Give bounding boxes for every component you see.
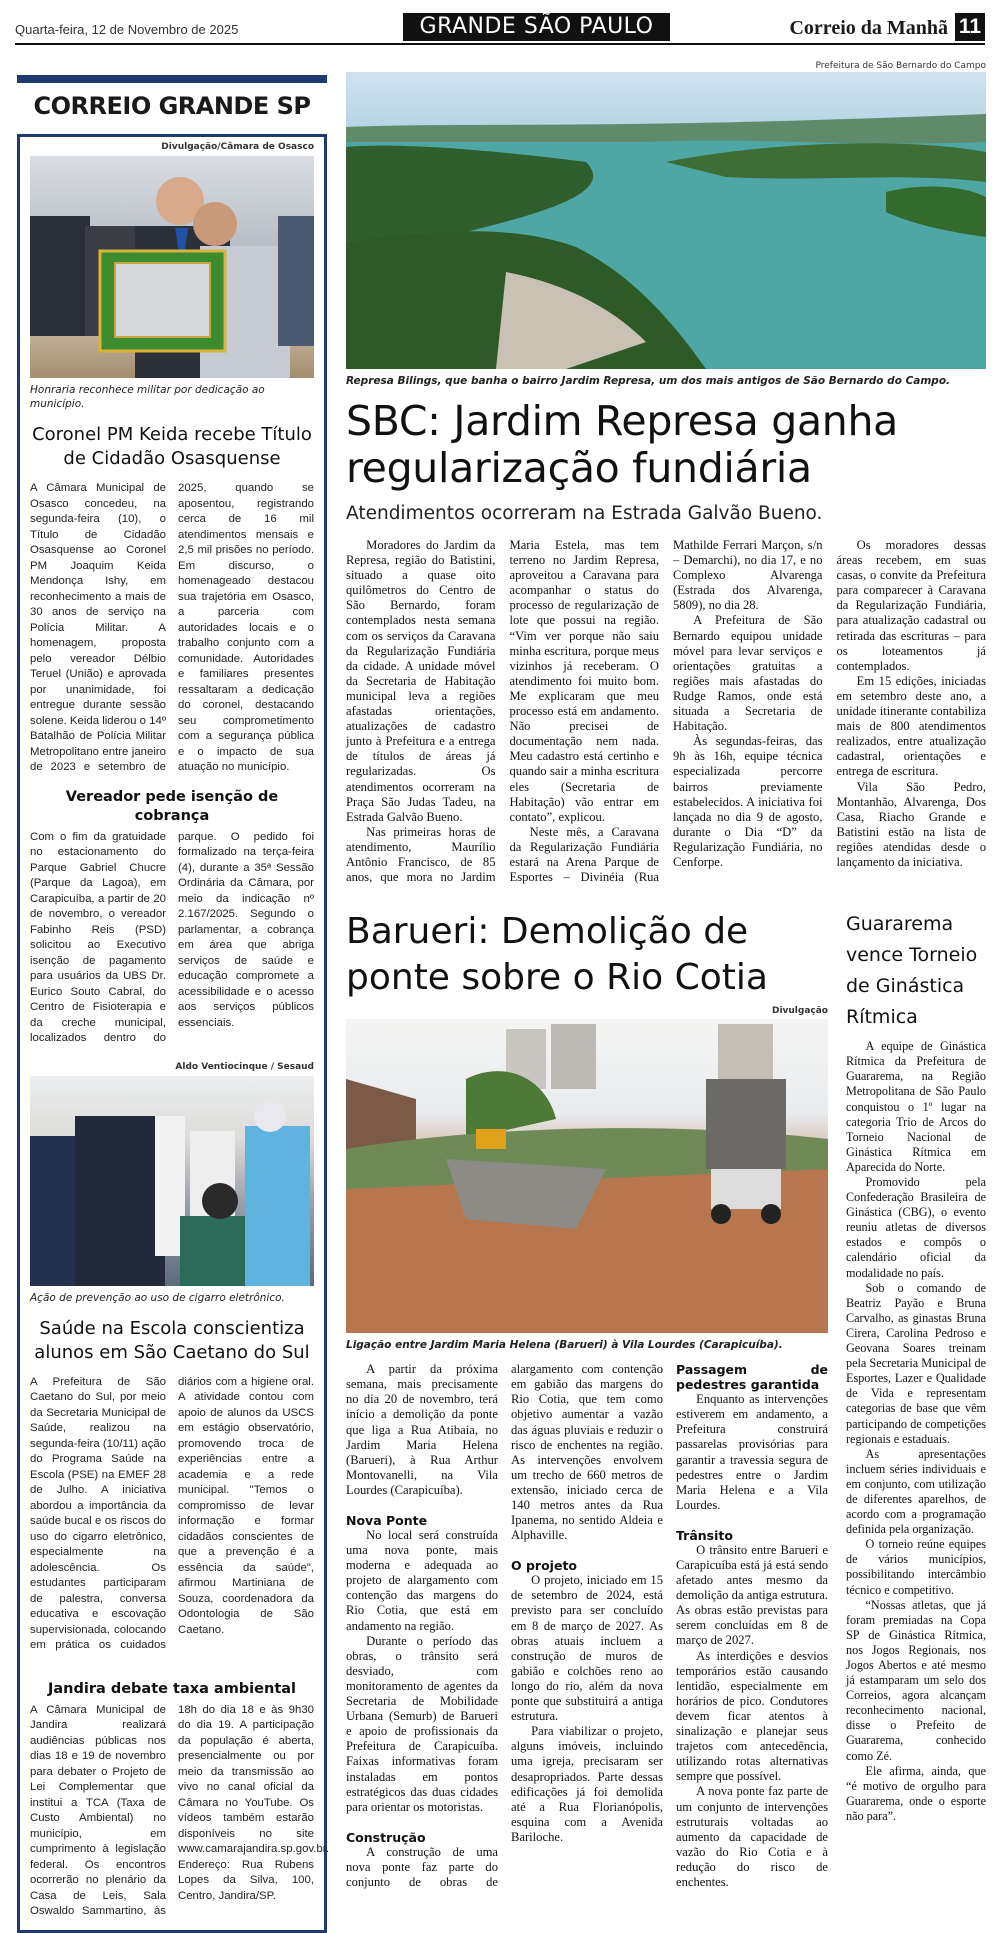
photo-credit: Prefeitura de São Bernardo do Campo [815,61,986,71]
paragraph: Sob o comando de Beatriz Payão e Bruna Carvalho, as ginastas Bruna Cirera, Carolina Pedroso e Geovana Soares treinam pela Secretaria Municipal de Esportes, Lazer e Qualidade de Vida e representam categorias de base que vêm participando de competições regionais e estaduais. [846,1280,986,1446]
photo-caption: Ação de prevenção ao uso de cigarro eletrônico. [30,1291,285,1304]
article-headline: Vereador pede isenção de cobrança [65,788,279,824]
barueri-article [346,909,828,1890]
photo-credit: Divulgação/Câmara de Osasco [161,142,314,152]
photo-caption: Honraria reconhece militar por dedicação ao município. [30,384,265,410]
lower-articles [346,909,986,1890]
main-area [346,60,986,1890]
section-subheading: Construção [346,1829,426,1845]
guararema-article [846,909,986,1890]
paragraph: No local será construída uma nova ponte, mais moderna e adequada ao projeto de alargamento com contenção das margens do Rio Cotia, que está em andamento na região. [346,1528,498,1633]
paragraph: Neste mês, a Caravana da Regularização Fundiária estará na Arena Parque de Esportes – Divinéia (Rua Mathilde Ferrari Marçon, s/n – Demarchi), no dia 17, e no Complexo Alvarenga (Estrada dos Alvarenga, 5809), no dia 28. [509,538,823,885]
barueri-article-body [346,1362,828,1890]
main-subheadline: Atendimentos ocorreram na Estrada Galvão Bueno. [346,503,823,524]
paragraph: O projeto, iniciado em 15 de setembro de 2024, está previsto para ser concluído em 8 de março de 2027. As obras atuais incluem a construção de muros de gabião e colchões reno ao longo do rio, além da nova ponte que substituirá a antiga estrutura. [511,1573,663,1724]
article-headline: Coronel PM Keida recebe Título de Cidadão Osasquense [32,424,312,469]
photo-keida-honor [30,156,314,378]
article-headline: Jandira debate taxa ambiental [47,1680,296,1697]
article-body [30,830,314,1047]
sidebar [17,75,330,1933]
paragraph: A construção de uma nova ponte faz parte do conjunto de obras de alargamento com contenção em gabião das margens do Rio Cotia, que tem como objetivo aumentar a vazão das águas pluviais e reduzir o risco de enchentes na região. As intervenções envolvem um trecho de 660 metros de extensão, iniciado cerca de 140 metros antes da Rua Ipanema, no sentido Aldeia e Alphaville. [346,1362,663,1889]
barueri-headline: Barueri: Demolição de ponte sobre o Rio Cotia [346,911,768,999]
paragraph: Para viabilizar o projeto, alguns imóveis, incluindo uma igreja, precisaram ser desapropriados. Parte dessas edificações já foi demolida até a Rua Florianópolis, esquina com a Avenida Bariloche. [511,1724,663,1844]
photo-ponte-rio-cotia-image [346,1019,828,1333]
paragraph: A nova ponte faz parte de um conjunto de intervenções estruturais voltadas ao aumento da capacidade de vazão do Rio Cotia e à redução do risco de enchentes. [676,1784,828,1889]
article-body [30,1703,330,1920]
paragraph: O torneio reúne equipes de vários municípios, possibilitando intercâmbio técnico e competitivo. [846,1537,986,1597]
paragraph: A partir da próxima semana, mais precisamente no dia 20 de novembro, terá início a demolição da ponte que liga a Rua Atibaia, no Jardim Maria Helena (Barueri), à Rua Arthur Montovanelli, na Vila Lourdes (Carapicuíba). [346,1362,498,1497]
photo-represa-billings [346,72,986,369]
photo-saude-escola-image [30,1076,314,1286]
paragraph: Promovido pela Confederação Brasileira de Ginástica (CBG), o evento reuniu atletas de diversos estados e compôs o calendário oficial da modalidade no país. [846,1175,986,1280]
photo-represa-billings-image [346,72,986,369]
header-divider [15,43,985,45]
paragraph: Os moradores dessas áreas recebem, em suas casas, o convite da Prefeitura para comparecer à Caravana da Regularização Fundiária, para atualização cadastral ou retirada das escrituras – para os loteamentos já contemplados. [836,538,986,673]
article-body [30,1375,314,1654]
paragraph: A equipe de Ginástica Rítmica da Prefeitura de Guararema, na Região Metropolitana de São Paulo conquistou o 1º lugar na categoria Trio de Arcos do Torneio Nacional de Ginástica Rítmica em Aparecida do Norte. [846,1039,986,1174]
article-headline: Saúde na Escola conscientiza alunos em São Caetano do Sul [34,1317,310,1363]
paragraph: O trânsito entre Barueri e Carapicuíba está já está sendo afetado antes mesmo da demolição da antiga estrutura. As obras estão previstas para serem concluídas em 8 de março de 2027. [676,1542,828,1648]
section-subheading: O projeto [511,1558,578,1574]
paragraph: A Câmara Municipal de Osasco concedeu, na segunda-feira (10), o Título de Cidadão Osasquense ao Coronel PM Joaquim Keida Mendonça Ishy, em reconhecimento a mais de 30 anos de serviço na Polícia Militar. A homenagem, proposta pelo vereador Délbio Teruel (União) e aprovada por unanimidade, foi entregue durante sessão solene. Keida liderou o 14º Batalhão de Polícia Militar Metropolitano entre janeiro de 2023 e setembro de 2025, quando se aposentou, registrando cerca de 16 mil atendimentos mensais e 2,5 mil prisões no período. Em discurso, o homenageado destacou sua trajetória em Osasco, a parceria com autoridades locais e o trabalho conjunto com a comunidade. Autoridades e familiares presentes ressaltaram a dedicação do coronel, destacando seu comprometimento com a segurança pública e o impacto de sua atuação no município. [30,482,314,773]
newspaper-logo: Correio da Manhã [789,17,948,39]
paragraph: Ele afirma, ainda, que “é motivo de orgulho para Guararema, onde o esporte não para”. [846,1763,986,1823]
page-number: 11 [955,13,985,41]
paragraph: A Câmara Municipal de Jandira realizará audiências públicas nos dias 18 e 19 de novembro para debater o Projeto de Lei Complementar que institui a TCA (Taxa de Custo Ambiental) no município, em cumprimento à legislação federal. Os encontros ocorrerão no plenário da Casa de Leis, Sala Oswaldo Sammartino, às 18h do dia 18 e às 9h30 do dia 19. A participação da população é aberta, presencialmente ou por meio da transmissão ao vivo no canal oficial da Câmara no YouTube. Os vídeos também estarão disponíveis no site www.camarajandira.sp.gov.br. Endereço: Rua Rubens Lopes da Silva, 100, Centro, Jandira/SP. [30,1703,330,1917]
guararema-article-body [846,1039,986,1824]
section-subheading: Passagem de pedestres garantida [676,1362,828,1393]
paragraph: Nas primeiras horas de atendimento, Maurílio Antônio Francisco, de 85 anos, que mora no Jardim Maria Estela, mas tem terreno no Jardim Represa, aproveitou a Caravana para acompanhar o status do processo de regularização de lote que possui na região. “Vim ver porque não saiu minha escritura, porque meus vizinhos já receberam. O atendimento foi muito bom. Me explicaram que meu processo está em andamento. Não precisei de documentação nem nada. Meu cadastro está certinho e quando sair a minha escritura eles (Secretaria de Habitação) vão entrar em contato”, explicou. [346,538,659,885]
paragraph: A Prefeitura de São Bernardo equipou unidade móvel para levar serviços e orientações gratuitas a regiões mais afastadas do Rudge Ramos, onde está situada a Secretaria de Habitação. [673,613,823,734]
photo-caption: Represa Bilings, que banha o bairro Jardim Represa, um dos mais antigos de São Bernardo do Campo. [346,375,951,387]
photo-credit: Aldo Ventiocinque / Sesaud [175,1061,314,1072]
photo-saude-escola [30,1076,314,1286]
issue-date: Quarta-feira, 12 de Novembro de 2025 [15,22,239,37]
main-article-body [346,538,986,885]
photo-credit: Divulgação [771,1006,828,1017]
photo-ponte-rio-cotia [346,1019,828,1333]
paragraph: Com o fim da gratuidade no estacionamento do Parque Gabriel Chucre (Parque da Lagoa), em Carapicuíba, a partir de 20 de novembro, o vereador Fabinho Reis (PSD) solicitou ao Executivo isenção de pagamento para usuários da UBS Dr. Eurico Souto Cabral, do Centro de Fisioterapia e da creche municipal, localizados dentro do parque. O pedido foi formalizado na terça-feira (4), durante a 35ª Sessão Ordinária da Câmara, por meio da indicação nº 2.167/2025. Segundo o parlamentar, a cobrança em área que abriga serviços de saúde e educação compromete a acessibilidade e o acesso aos serviços públicos essenciais. [30,830,314,1044]
paragraph: Vila São Pedro, Montanhão, Alvarenga, Dos Casa, Riacho Grande e Batistini estão na lista de regiões atendidas desde o lançamento da iniciativa. [836,779,986,869]
paragraph: Em 15 edições, iniciadas em setembro deste ano, a unidade itinerante contabiliza mais de 800 atendimentos realizados, entre atualização cadastral, orientações e entrega de escritura. [836,673,986,779]
section-subheading: Trânsito [676,1527,733,1543]
article-body [30,481,314,776]
photo-keida-honor-image [30,156,314,378]
section-subheading: Nova Ponte [346,1513,428,1528]
main-headline: SBC: Jardim Represa ganha regularização fundiária [346,397,898,492]
guararema-headline: Guararema vence Torneio de Ginástica Rítmica [846,913,978,1029]
sidebar-title: CORREIO GRANDE SP [33,92,311,120]
paragraph: Às segundas-feiras, das 9h às 16h, equipe técnica especializada percorre bairros previamente estabelecidos. A iniciativa foi lançada no dia 9 de agosto, durante o Dia “D” da Regularização Fundiária, no Cenforpe. [673,734,823,869]
section-title: GRANDE SÃO PAULO [403,13,670,41]
paragraph: “Nossas atletas, que já foram premiadas na Copa SP de Ginástica Rítmica, nos Jogos Regionais, nos Jogos Abertos e até mesmo já estamparam um selo dos Correios, agora alcançam reconhecimento nacional, disse o Prefeito de Guararema, conhecido como Zé. [846,1597,986,1763]
paragraph: A Prefeitura de São Caetano do Sul, por meio da Secretaria Municipal de Saúde, realizou na segunda-feira (10/11) ação do Programa Saúde na Escola (PSE) na EMEF 28 de Julho. A iniciativa abordou a importância da saúde bucal e os riscos do uso do cigarro eletrônico, especialmente na adolescência. Os estudantes participaram de palestra, conversa educativa e escovação supervisionada, colocando em prática os cuidados diários com a higiene oral. A atividade contou com apoio de alunos da USCS em estágio observatório, promovendo troca de experiências entre a academia e a rede municipal. "Temos o compromisso de levar informação e formar cidadãos conscientes de que a prevenção é a essência da saúde", afirmou Martiniana de Souza, coordenadora da Odontologia de São Caetano. [30,1375,314,1651]
photo-caption: Ligação entre Jardim Maria Helena (Barueri) à Vila Lourdes (Carapicuíba). [346,1339,783,1352]
sidebar-accent-bar [17,75,327,83]
paragraph: As interdições e desvios temporários estão causando lentidão, especialmente em horários de pico. Condutores devem ficar atentos à sinalização e planejar seus trajetos com antecedência, utilizando rotas alternativas sempre que possível. [676,1648,828,1784]
sidebar-box [17,134,330,1933]
paragraph: Enquanto as intervenções estiverem em andamento, a Prefeitura construirá passarelas provisórias para garantir a travessia segura de pedestres entre o Jardim Maria Helena e a Vila Lourdes. [676,1392,828,1512]
paragraph: Moradores do Jardim da Represa, região do Batistini, situado a quase oito quilômetros do Centro de São Bernardo, foram contemplados nesta semana com os serviços da Caravana da Regularização Fundiária da cidade. A unidade móvel da Secretaria de Habitação municipal leva a regiões afastadas orientações, atualizações de cadastro junto à Prefeitura e a entrega de títulos de áreas já regularizadas. Os atendimentos ocorreram na Praça São Judas Tadeu, na Estrada Galvão Bueno. [346,538,496,824]
paragraph: As apresentações incluem séries individuais e em conjunto, com utilização de diferentes aparelhos, de acordo com a programação definida pela organização. [846,1446,986,1537]
paragraph: Durante o período das obras, o trânsito será desviado, com monitoramento de agentes da Secretaria de Mobilidade Urbana (Semurb) de Barueri e apoio de profissionais da Prefeitura de Carapicuíba. Faixas informativas foram instaladas em pontos estratégicos das duas cidades para orientar os motoristas. [346,1633,498,1814]
